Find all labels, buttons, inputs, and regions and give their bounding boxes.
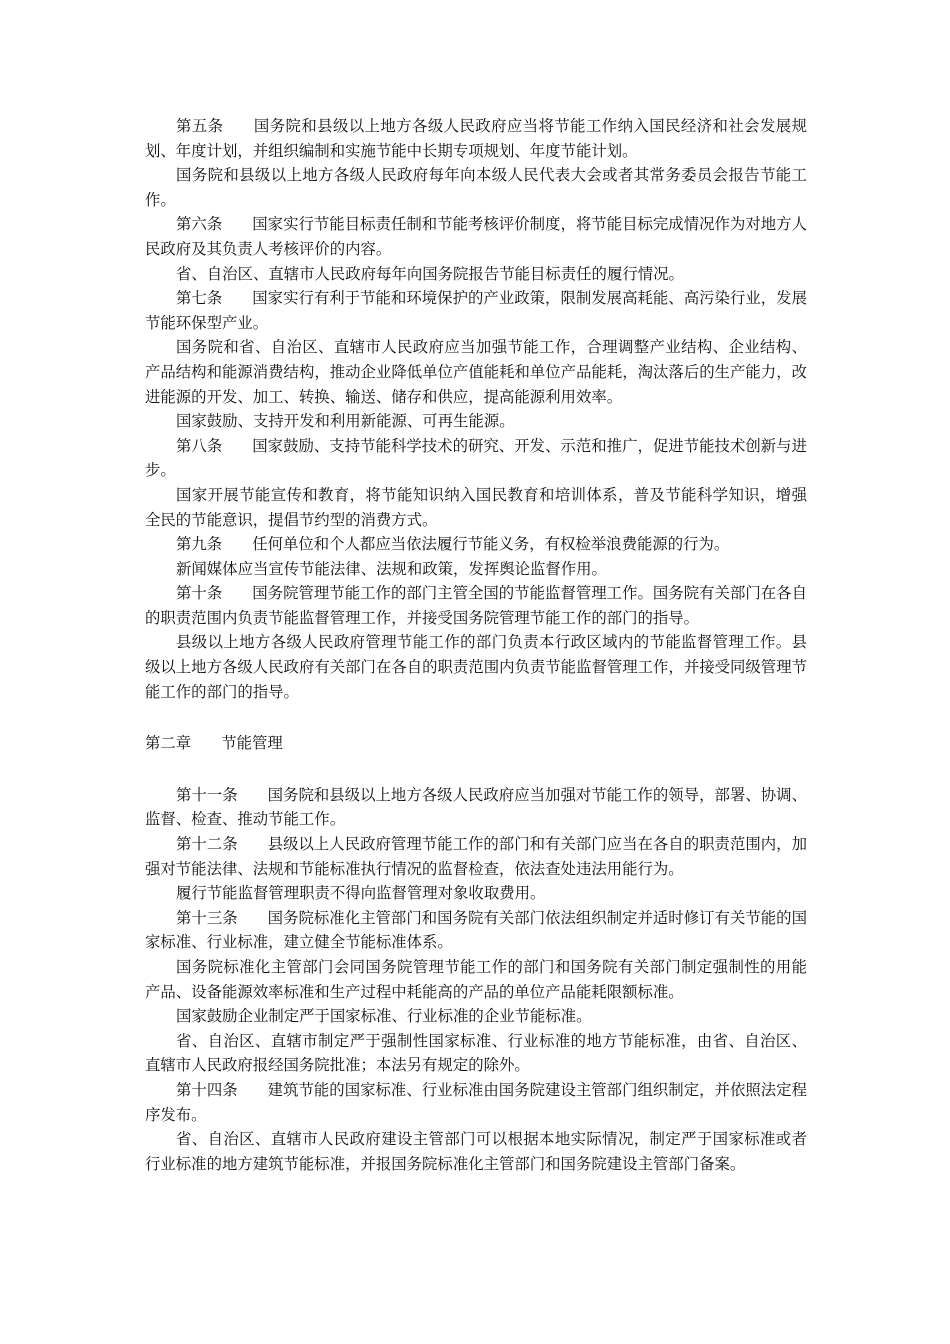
paragraph-text: 国家鼓励企业制定严于国家标准、行业标准的企业节能标准。: [176, 1007, 592, 1026]
paragraph-text: 国家实行节能目标责任制和节能考核评价制度，将节能目标完成情况作为对地方人民政府及其负责人考核评价的内容。: [145, 215, 807, 258]
paragraph-text: 建筑节能的国家标准、行业标准由国务院建设主管部门组织制定，并依照法定程序发布。: [145, 1080, 807, 1124]
paragraph-text: 国家开展节能宣传和教育，将节能知识纳入国民教育和培训体系，普及节能科学知识，增强全民的节能意识，提倡节约型的消费方式。: [145, 485, 807, 529]
paragraph-text: 国务院和县级以上地方各级人民政府每年向本级人民代表大会或者其常务委员会报告节能工作。: [145, 166, 807, 209]
article-number: 第六条: [176, 215, 223, 234]
clause-paragraph: [145, 630, 807, 704]
articles-part-1: [145, 114, 807, 704]
document-body: [145, 114, 807, 1176]
article-number: 第十一条: [176, 785, 238, 804]
article-paragraph: [145, 114, 807, 163]
clause-paragraph: [145, 163, 807, 212]
article-number: 第十二条: [176, 835, 238, 854]
article-number: 第十三条: [176, 908, 238, 927]
article-number: 第八条: [176, 436, 223, 455]
article-number: 第五条: [176, 117, 224, 135]
chapter-heading: [145, 731, 807, 756]
paragraph-text: 县级以上人民政府管理节能工作的部门和有关部门应当在各自的职责范围内，加强对节能法律、法规和节能标准执行情况的监督检查，依法查处违法用能行为。: [145, 835, 807, 878]
article-number: 第九条: [176, 535, 223, 554]
paragraph-text: 国务院管理节能工作的部门主管全国的节能监督管理工作。国务院有关部门在各自的职责范围内负责节能监督管理工作，并接受国务院管理节能工作的部门的指导。: [145, 584, 807, 627]
paragraph-text: 国家鼓励、支持开发和利用新能源、可再生能源。: [176, 412, 515, 431]
article-paragraph: [145, 532, 807, 557]
paragraph-text: 省、自治区、直辖市人民政府每年向国务院报告节能目标责任的履行情况。: [176, 264, 684, 283]
clause-paragraph: [145, 409, 807, 434]
clause-paragraph: [145, 955, 807, 1004]
paragraph-text: 国务院标准化主管部门和国务院有关部门依法组织制定并适时修订有关节能的国家标准、行业标准，建立健全节能标准体系。: [145, 908, 807, 952]
article-number: 第七条: [176, 289, 223, 308]
paragraph-text: 县级以上地方各级人民政府管理节能工作的部门负责本行政区域内的节能监督管理工作。县级以上地方各级人民政府有关部门在各自的职责范围内负责节能监督管理工作，并接受同级管理节能工作的部门的指导。: [145, 633, 807, 701]
clause-paragraph: [145, 262, 807, 287]
paragraph-text: 新闻媒体应当宣传节能法律、法规和政策，发挥舆论监督作用。: [176, 559, 607, 578]
article-number: 第十条: [176, 584, 223, 603]
article-paragraph: [145, 434, 807, 483]
paragraph-text: 国务院和县级以上地方各级人民政府应当将节能工作纳入国民经济和社会发展规划、年度计划，并组织编制和实施节能中长期专项规划、年度节能计划。: [145, 117, 807, 160]
paragraph-text: 国务院和省、自治区、直辖市人民政府应当加强节能工作，合理调整产业结构、企业结构、产品结构和能源消费结构，推动企业降低单位产值能耗和单位产品能耗，淘汰落后的生产能力，改进能源的开发、加工、转换、输送、储存和供应，提高能源利用效率。: [145, 338, 807, 406]
clause-paragraph: [145, 335, 807, 409]
article-paragraph: [145, 906, 807, 955]
article-paragraph: [145, 832, 807, 881]
clause-paragraph: [145, 1004, 807, 1029]
paragraph-text: 省、自治区、直辖市制定严于强制性国家标准、行业标准的地方节能标准，由省、自治区、直辖市人民政府报经国务院批准；本法另有规定的除外。: [145, 1031, 807, 1075]
article-paragraph: [145, 212, 807, 261]
article-number: 第十四条: [176, 1080, 238, 1099]
clause-paragraph: [145, 483, 807, 532]
paragraph-text: 国务院和县级以上地方各级人民政府应当加强对节能工作的领导，部署、协调、监督、检查、推动节能工作。: [145, 785, 807, 829]
paragraph-text: 国务院标准化主管部门会同国务院管理节能工作的部门和国务院有关部门制定强制性的用能产品、设备能源效率标准和生产过程中耗能高的产品的单位产品能耗限额标准。: [145, 958, 807, 1001]
clause-paragraph: [145, 557, 807, 582]
article-paragraph: [145, 783, 807, 832]
chapter-title: 节能管理: [221, 734, 283, 753]
paragraph-text: 省、自治区、直辖市人民政府建设主管部门可以根据本地实际情况，制定严于国家标准或者行业标准的地方建筑节能标准，并报国务院标准化主管部门和国务院建设主管部门备案。: [145, 1130, 807, 1173]
articles-part-2: [145, 783, 807, 1177]
clause-paragraph: [145, 1029, 807, 1078]
paragraph-text: 履行节能监督管理职责不得向监督管理对象收取费用。: [176, 884, 546, 903]
clause-paragraph: [145, 881, 807, 906]
paragraph-text: 任何单位和个人都应当依法履行节能义务，有权检举浪费能源的行为。: [252, 535, 730, 554]
paragraph-text: 国家鼓励、支持节能科学技术的研究、开发、示范和推广，促进节能技术创新与进步。: [145, 436, 807, 480]
chapter-number: 第二章: [145, 734, 192, 753]
article-paragraph: [145, 286, 807, 335]
clause-paragraph: [145, 1127, 807, 1176]
paragraph-text: 国家实行有利于节能和环境保护的产业政策，限制发展高耗能、高污染行业，发展节能环保型产业。: [145, 289, 807, 332]
article-paragraph: [145, 581, 807, 630]
article-paragraph: [145, 1078, 807, 1127]
